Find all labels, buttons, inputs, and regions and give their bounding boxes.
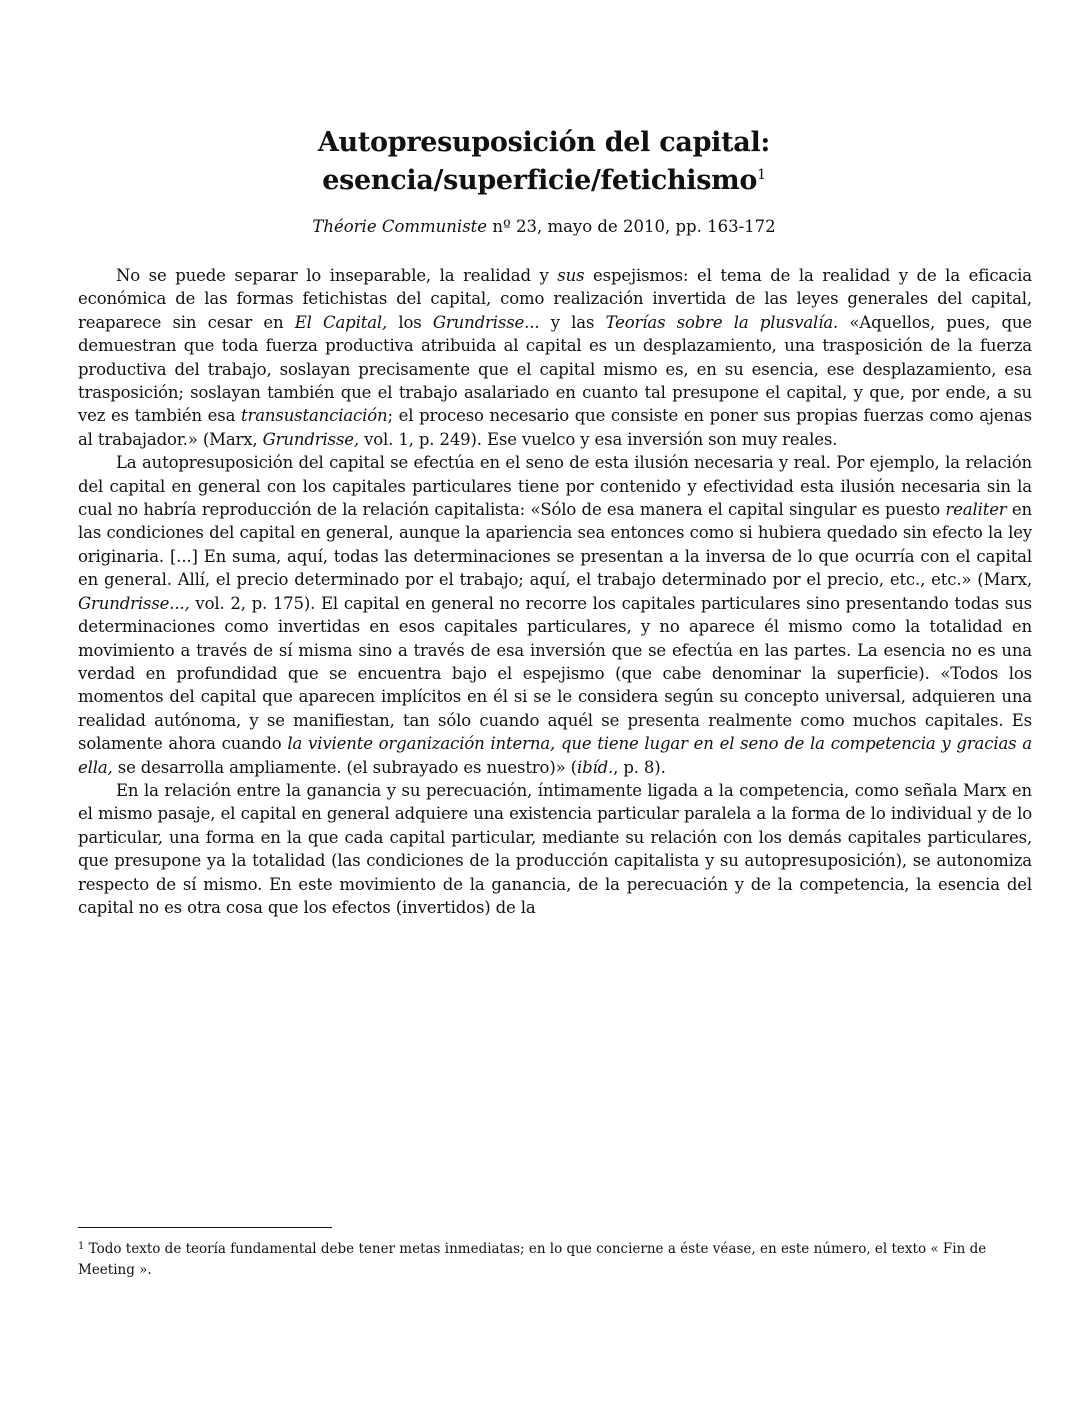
- italic-text: Grundrisse...,: [78, 593, 190, 613]
- text-run: «Aquellos, pues, que demuestran que toda fuerza productiva atribuida al capital es un desplazamiento, una trasposición de la fuerza productiva del trabajo, soslayan precisamente que el capital mismo es, en su esencia, ese desplazamiento, esa trasposición; soslayan también que el trabajo asalariado en cuanto tal presupone el capital, y que, por ende, a su vez es también esa: [78, 312, 1032, 426]
- text-run: se desarrolla ampliamente. (el subrayado es nuestro)» (: [112, 757, 577, 777]
- footnote-separator: [78, 1227, 332, 1228]
- italic-text: transustanciación: [241, 406, 388, 426]
- text-run: vol. 2, p. 175). El capital en general no recorre los capitales particulares sino presentando todas sus determinaciones como invertidas en esos capitales particulares, y no aparece él mismo como la totalidad en movimiento a través de sí misma sino a través de esa inversión que se efectúa en las partes. La esencia no es una verdad en profundidad que se encuentra bajo el espejismo (que cabe denominar la superficie). «Todos los momentos del capital que aparecen implícitos en él si se le considera según su concepto universal, adquieren una realidad autónoma, y se manifiestan, tan sólo cuando aquél se presenta realmente como muchos capitales. Es solamente ahora cuando: [78, 593, 1032, 754]
- paragraph-2: [78, 451, 1032, 779]
- paragraph-3: [78, 779, 1032, 919]
- text-run: los: [387, 312, 433, 332]
- journal-name: Théorie Communiste: [312, 217, 488, 236]
- italic-text: sus: [557, 266, 585, 285]
- italic-text: ibíd.: [576, 757, 614, 777]
- text-run: , p. 8).: [613, 757, 666, 777]
- title-line-2-text: esencia/superficie/fetichismo: [322, 165, 758, 196]
- footnote-reference[interactable]: 1: [757, 167, 766, 183]
- italic-text: Grundrisse,: [262, 429, 359, 449]
- italic-text: realiter: [945, 500, 1007, 520]
- text-run: espejismos: el tema de la realidad y de la eficacia económica de las formas fetichistas del capital, como realización invertida de las leyes generales del capital, reaparece sin cesar en: [78, 266, 1032, 332]
- publication-info: [0, 216, 1088, 238]
- text-run: vol. 1, p. 249). Ese vuelco y esa inversión son muy reales.: [358, 429, 838, 449]
- text-run: En la relación entre la ganancia y su perecuación, íntimamente ligada a la competencia, como señala Marx en el mismo pasaje, el capital en general adquiere una existencia particular paralela a la forma de lo individual y de lo particular, una forma en la que cada capital particular, mediante su relación con los demás capitales particulares, que presupone ya la totalidad (las condiciones de la producción capitalista y su autopresuposición), se autonomiza respecto de sí mismo. En este movimiento de la ganancia, de la perecuación y de la competencia, la esencia del capital no es otra cosa que los efectos (invertidos) de la: [78, 780, 1032, 917]
- footnote-number: 1: [78, 1241, 85, 1252]
- italic-text: Teorías sobre la plusvalía.: [605, 312, 839, 332]
- footnote: [78, 1236, 1032, 1281]
- italic-text: la viviente organización interna, que tiene lugar en el seno de la competencia y gracias a ella,: [78, 734, 1032, 777]
- body-text: [78, 264, 1032, 919]
- document-title: [0, 126, 1088, 197]
- italic-text: El Capital,: [294, 312, 388, 332]
- text-run: en las condiciones del capital en general, aunque la apariencia sea entonces como si hubiera quedado sin efecto la ley originaria. [...] En suma, aquí, todas las determinaciones se presentan a la inversa de lo que ocurría con el capital en general. Allí, el precio determinado por el trabajo; aquí, el trabajo determinado por el precio, etc., etc.» (Marx,: [78, 500, 1033, 590]
- paragraph-1: [78, 264, 1032, 451]
- text-run: y las: [539, 312, 606, 332]
- text-run: La autopresuposición del capital se efectúa en el seno de esta ilusión necesaria y real. Por ejemplo, la relación del capital en general con los capitales particulares tiene por contenido y efectividad esta ilusión necesaria sin la cual no habría reproducción de la relación capitalista: «Sólo de esa manera el capital singular es puesto: [78, 453, 1032, 520]
- title-line-2: [0, 159, 1088, 197]
- italic-text: Grundrisse...: [432, 312, 540, 332]
- publication-details: nº 23, mayo de 2010, pp. 163-172: [487, 217, 776, 236]
- text-run: No se puede separar lo inseparable, la realidad y: [116, 266, 558, 285]
- title-line-1: Autopresuposición del capital:: [317, 127, 771, 158]
- footnote-text: Todo texto de teoría fundamental debe tener metas inmediatas; en lo que concierne a éste véase, en este número, el texto « Fin de Meeting ».: [78, 1241, 987, 1278]
- text-run: ; el proceso necesario que consiste en poner sus propias fuerzas como ajenas al trabajador.» (Marx,: [78, 406, 1032, 449]
